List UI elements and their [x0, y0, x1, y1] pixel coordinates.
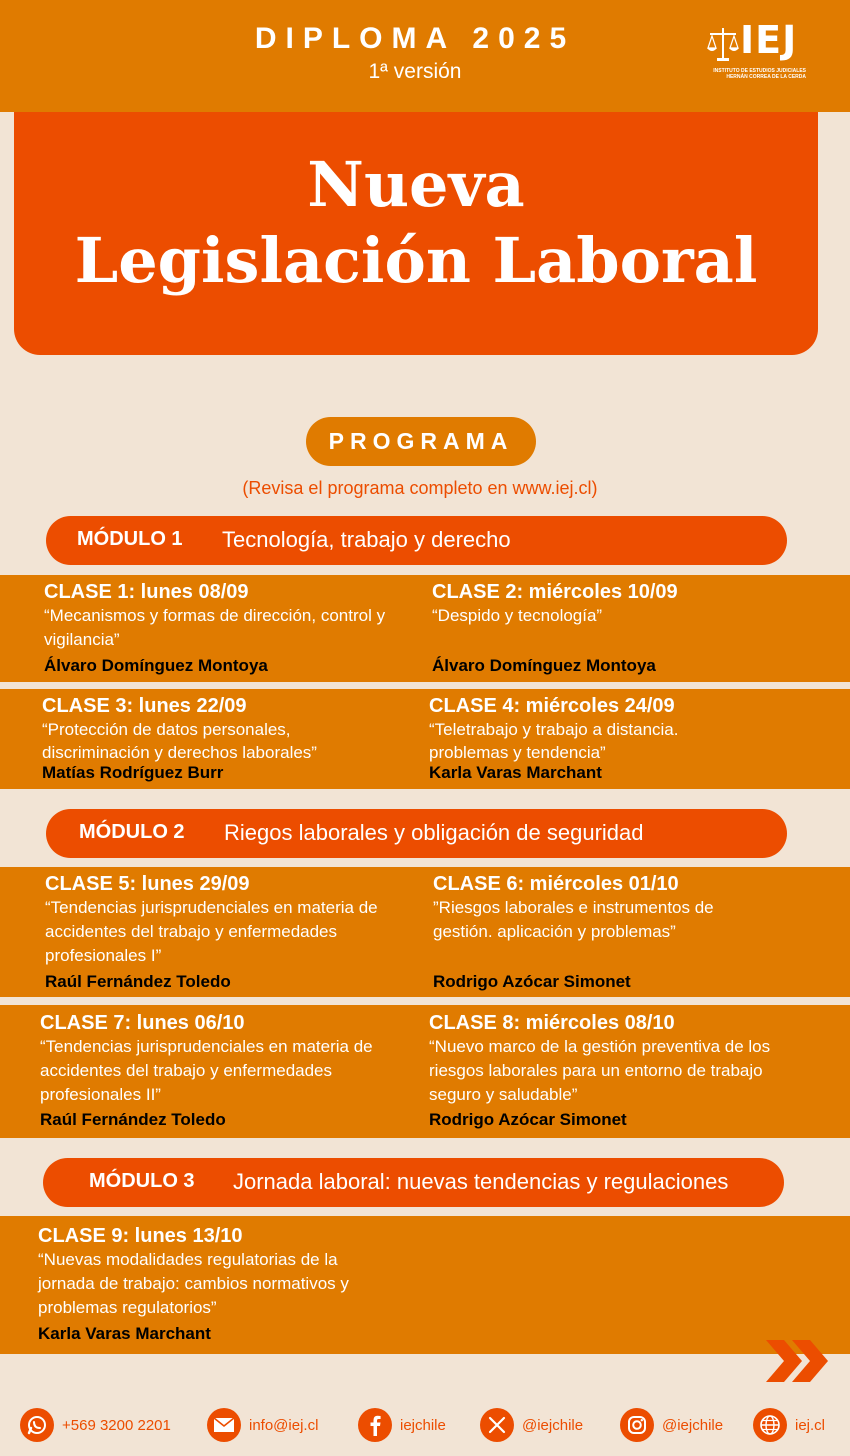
clase-topic: “Nuevo marco de la gestión preventiva de los riesgos laborales para un entorno de trabajo seguro y saludable”: [429, 1037, 771, 1104]
clase-9-speaker: Karla Varas Marchant: [38, 1324, 211, 1343]
clase-heading: CLASE 6: miércoles 01/10: [433, 873, 679, 895]
double-chevron-right-icon: [764, 1338, 832, 1384]
mail-icon: [207, 1408, 241, 1442]
clase-topic: “Tendencias jurisprudenciales en materia de accidentes del trabajo y enfermedades profesionales II”: [40, 1037, 373, 1104]
whatsapp-icon: [20, 1408, 54, 1442]
clase-9: [38, 1224, 398, 1320]
programa-badge: PROGRAMA: [306, 417, 536, 466]
clase-2: [432, 580, 812, 628]
module-2-pill: [46, 809, 787, 858]
logo-caption: INSTITUTO DE ESTUDIOS JUDICIALES HERNÁN CORREA DE LA CERDA: [713, 68, 806, 80]
programa-note[interactable]: (Revisa el programa completo en www.iej.cl): [242, 478, 598, 498]
footer-x[interactable]: [480, 1408, 583, 1442]
clase-heading: CLASE 2: miércoles 10/09: [432, 581, 678, 603]
clase-topic: “Mecanismos y formas de dirección, control y vigilancia”: [44, 606, 386, 649]
clase-5: [45, 872, 405, 968]
clase-topic: “Tendencias jurisprudenciales en materia de accidentes del trabajo y enfermedades profesionales I”: [45, 898, 378, 965]
clase-1: [44, 580, 394, 652]
module-title: Jornada laboral: nuevas tendencias y regulaciones: [233, 1169, 729, 1194]
clase-4-speaker: Karla Varas Marchant: [429, 763, 602, 782]
footer-x-text: @iejchile: [522, 1416, 584, 1434]
footer-facebook-text: iejchile: [400, 1416, 446, 1434]
footer-phone: +569 3200 2201: [62, 1416, 171, 1434]
hero-title-line-1: Nueva: [307, 148, 525, 221]
clase-8: [429, 1011, 789, 1107]
footer-email-text: info@iej.cl: [249, 1416, 319, 1434]
module-title: Tecnología, trabajo y derecho: [222, 527, 511, 552]
hero-banner: [14, 112, 818, 355]
clase-2-speaker: Álvaro Domínguez Montoya: [432, 656, 656, 675]
clase-6: [433, 872, 763, 944]
iej-logo: [704, 18, 804, 84]
clase-topic: ”Riesgos laborales e instrumentos de gestión. aplicación y problemas”: [433, 898, 714, 941]
clase-topic: “Despido y tecnología”: [432, 606, 603, 625]
clase-heading: CLASE 1: lunes 08/09: [44, 581, 249, 603]
footer-facebook[interactable]: [358, 1408, 446, 1442]
clase-heading: CLASE 4: miércoles 24/09: [429, 695, 675, 717]
clase-8-speaker: Rodrigo Azócar Simonet: [429, 1110, 627, 1129]
clase-heading: CLASE 3: lunes 22/09: [42, 695, 247, 717]
footer-website[interactable]: [753, 1408, 825, 1442]
module-title: Riegos laborales y obligación de seguridad: [224, 820, 644, 845]
scales-of-justice-icon: [706, 24, 740, 68]
clase-3-speaker: Matías Rodríguez Burr: [42, 763, 224, 782]
instagram-icon: [620, 1408, 654, 1442]
clase-3: [42, 694, 392, 764]
clase-heading: CLASE 5: lunes 29/09: [45, 873, 250, 895]
footer-website-text: iej.cl: [795, 1416, 826, 1434]
clase-4: [429, 694, 809, 764]
globe-icon: [753, 1408, 787, 1442]
clase-1-speaker: Álvaro Domínguez Montoya: [44, 656, 268, 675]
logo-wordmark: IEJ: [740, 18, 798, 62]
module-1-pill: [46, 516, 787, 565]
clase-topic: “Teletrabajo y trabajo a distancia. problemas y tendencia”: [429, 720, 679, 762]
facebook-icon: [358, 1408, 392, 1442]
clase-topic: “Nuevas modalidades regulatorias de la jornada de trabajo: cambios normativos y problemas regulatorios”: [38, 1250, 349, 1317]
module-label: MÓDULO 3: [89, 1170, 195, 1192]
module-label: MÓDULO 2: [79, 821, 185, 843]
clase-7: [40, 1011, 400, 1107]
diploma-title: DIPLOMA 2025: [254, 22, 576, 55]
clase-heading: CLASE 7: lunes 06/10: [40, 1012, 245, 1034]
clase-7-speaker: Raúl Fernández Toledo: [40, 1110, 226, 1129]
footer-whatsapp[interactable]: [20, 1408, 171, 1442]
footer-instagram-text: @iejchile: [662, 1416, 724, 1434]
hero-title-line-2: Legislación Laboral: [74, 224, 758, 297]
clase-5-speaker: Raúl Fernández Toledo: [45, 972, 231, 991]
module-label: MÓDULO 1: [77, 528, 183, 550]
clase-6-speaker: Rodrigo Azócar Simonet: [433, 972, 631, 991]
footer-email[interactable]: [207, 1408, 318, 1442]
footer-instagram[interactable]: [620, 1408, 723, 1442]
x-icon: [480, 1408, 514, 1442]
module-3-pill: [43, 1158, 784, 1207]
clase-topic: “Protección de datos personales, discriminación y derechos laborales”: [42, 720, 317, 762]
diploma-subtitle: 1ª versión: [368, 60, 462, 83]
clase-heading: CLASE 9: lunes 13/10: [38, 1225, 243, 1247]
clase-heading: CLASE 8: miércoles 08/10: [429, 1012, 675, 1034]
